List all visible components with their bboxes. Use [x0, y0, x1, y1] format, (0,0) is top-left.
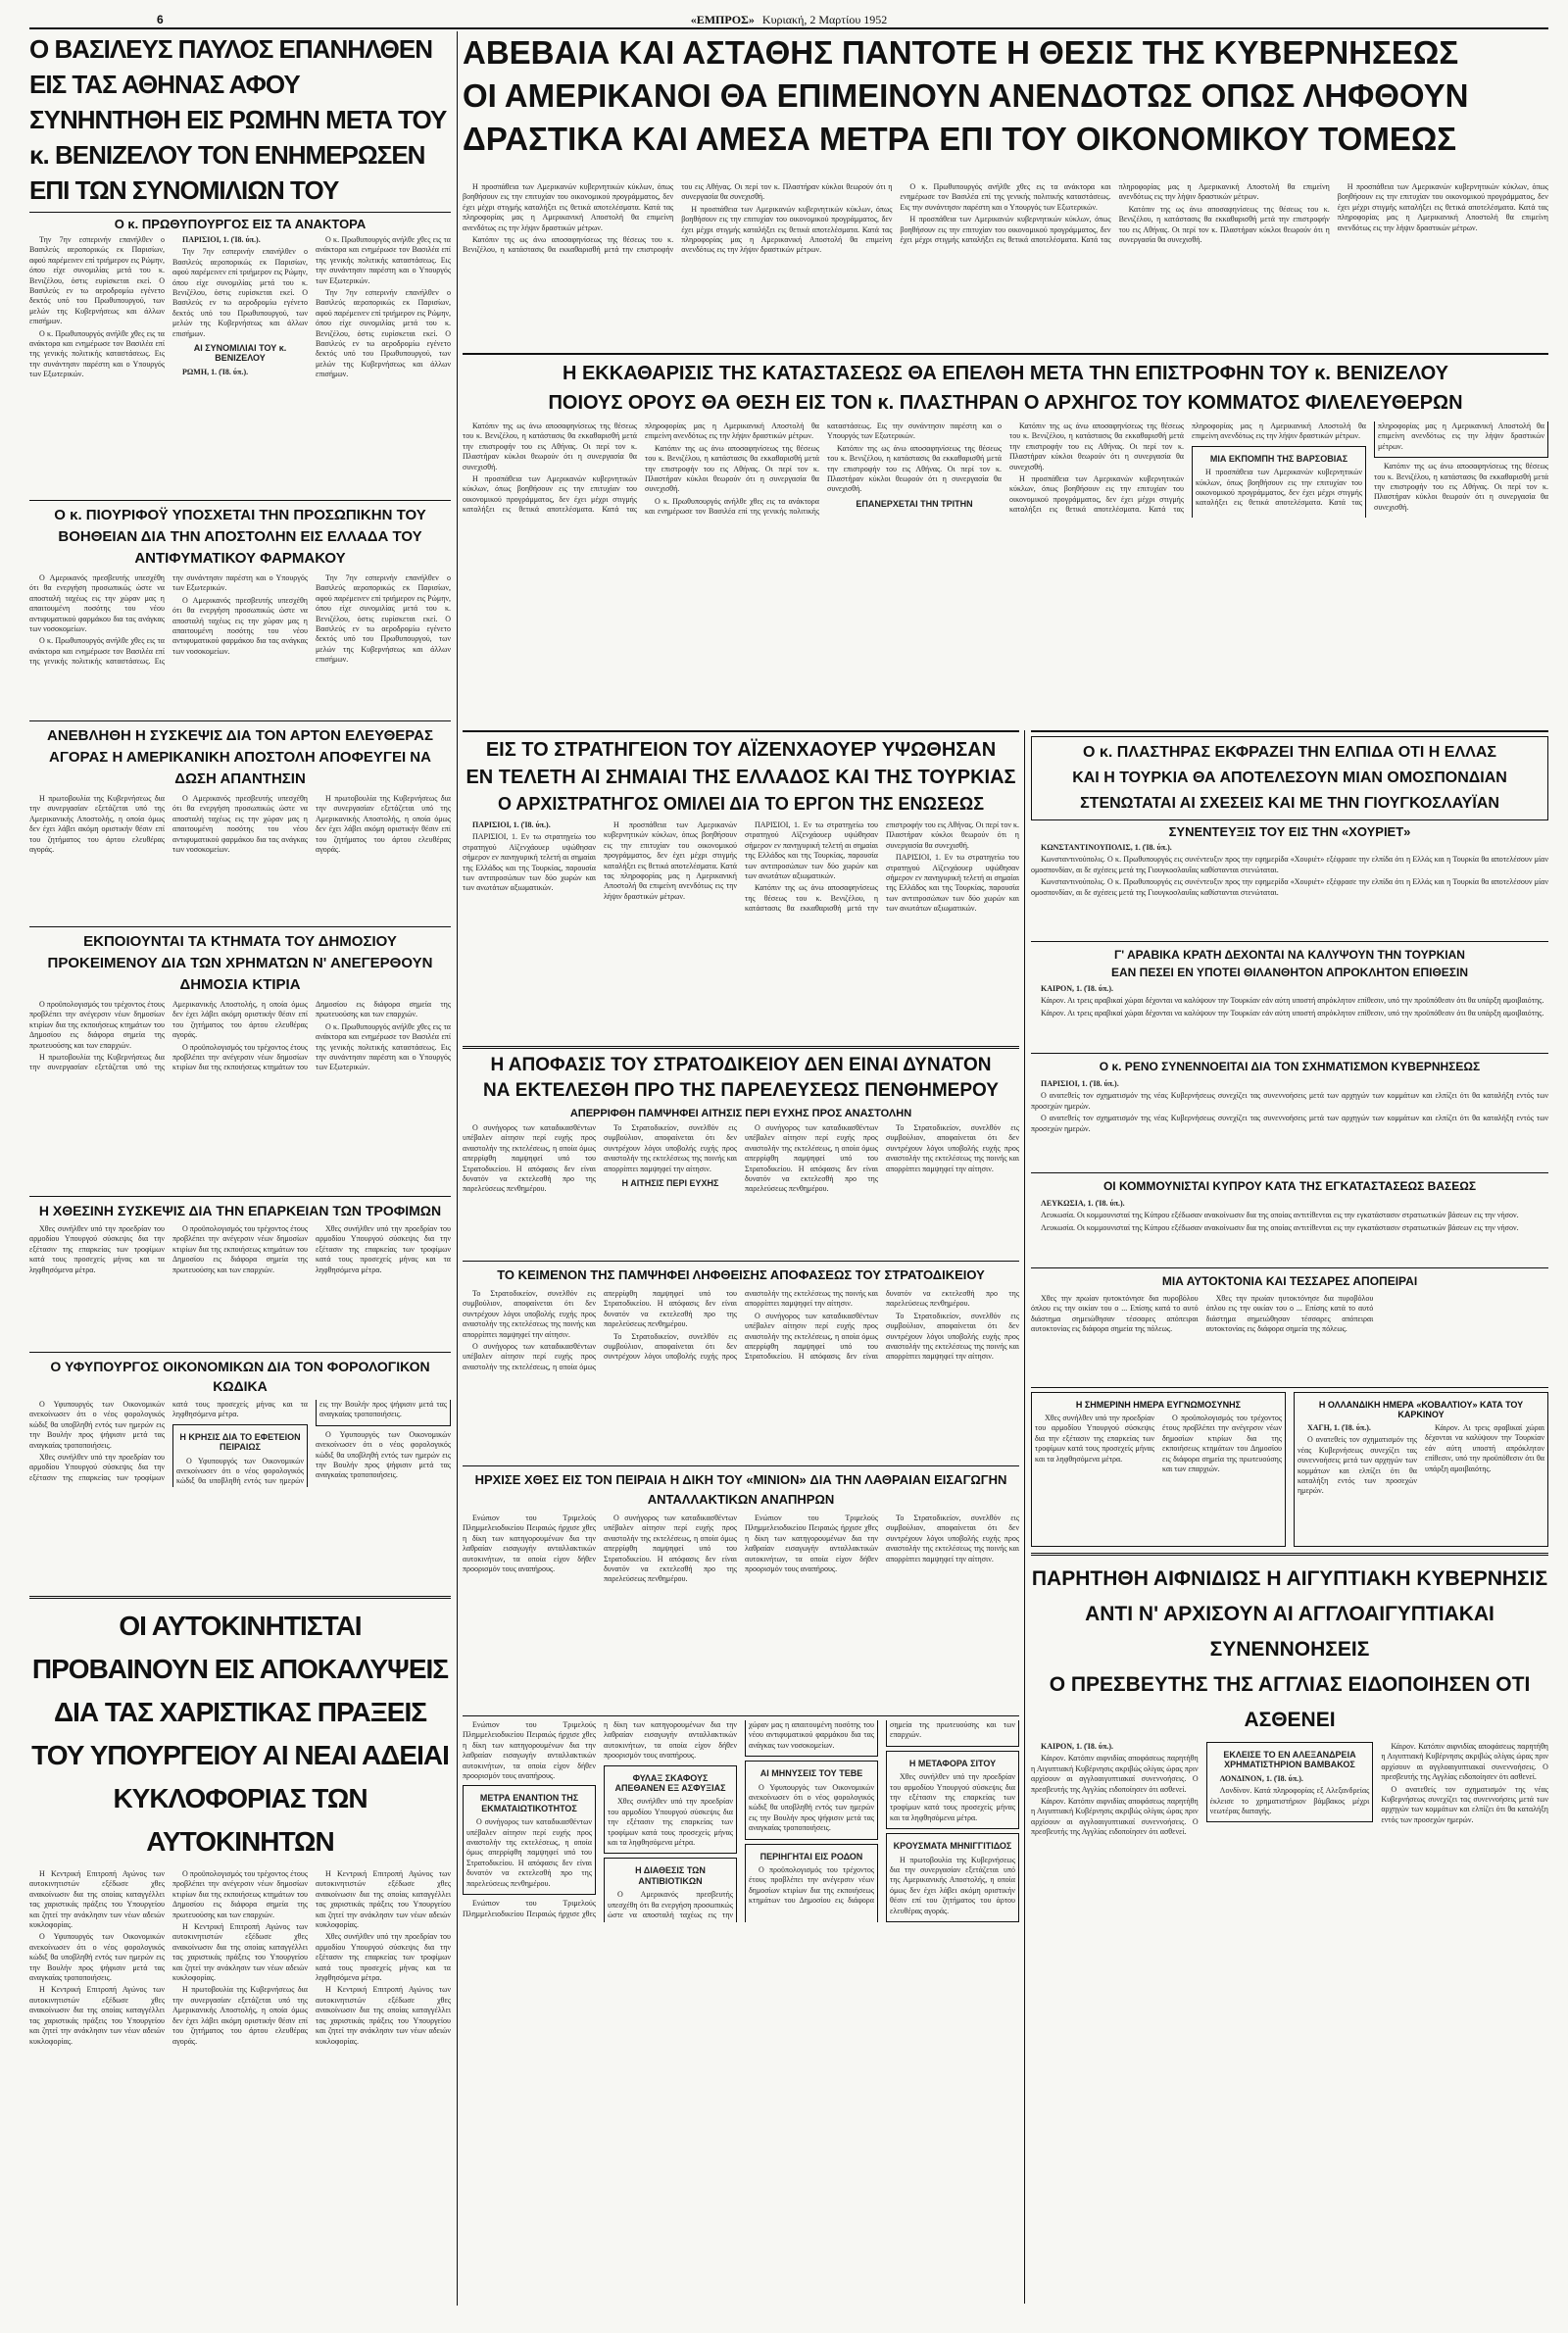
article-paragraph: Κάιρον. Αι τρεις αραβικαί χώραι δέχονται να καλύψουν την Τουρκίαν εάν αύτη υποστή απρόκλητον επίθεσιν, υπό την προϋπόθεσιν ότι θα υπάρξη αμοιβαιότης. — [1425, 1423, 1544, 1473]
text-article — [463, 1289, 1019, 1465]
article-subhead: ΕΠΑΝΕΡΧΕΤΑΙ ΤΗΝ ΤΡΙΤΗΝ — [856, 498, 973, 509]
article-dateline: ΠΑΡΙΣΙΟΙ, 1. (Ί8. ύπ.). — [1041, 1079, 1119, 1088]
egypt-headline-2: ΑΝΤΙ Ν' ΑΡΧΙΣΟΥΝ ΑΙ ΑΓΓΛΟΑΙΓΥΠΤΙΑΚΑΙ ΣΥΝΕΝΝΟΗΣΕΙΣ — [1085, 1603, 1494, 1661]
right-column — [1031, 730, 1548, 2306]
venizelos-article — [463, 422, 1548, 716]
article-paragraph: Το Στρατοδικείον, συνελθόν εις συμβούλιον, αποφαίνεται ότι δεν συντρέχουν λόγοι υποβολής ευχής προς αναστολήν της εκτελέσεως της ποινής και απορρίπτει παμψηφεί την αίτησιν. — [886, 1514, 1019, 1564]
box-heading: Η ΣΗΜΕΡΙΝΗ ΗΜΕΡΑ ΕΥΓΝΩΜΟΣΥΝΗΣ — [1075, 1400, 1242, 1410]
article-paragraph: Η Κεντρική Επιτροπή Αγώνος των αυτοκινητιστών εξέδωσε χθες ανακοίνωσιν δια της οποίας καταγγέλλει τας χαριστικάς πράξεις του Υπουργείου και ζητεί την ανάκλησιν των νέων αδειών κυκλοφορίας. — [29, 1985, 165, 2046]
article-paragraph: Ο Αμερικανός πρεσβευτής υπεσχέθη ότι θα ενεργήση προσωπικώς ώστε να αποσταλή ταχέως εις την χώραν μας η απαιτουμένη ποσότης του νέου αντιφυματικού φαρμάκου δια τας ανάγκας των νοσοκομείων. — [608, 1720, 874, 1920]
banner-line-2: ΟΙ ΑΜΕΡΙΚΑΝΟΙ ΘΑ ΕΠΙΜΕΙΝΟΥΝ ΑΝΕΝΔΟΤΩΣ ΟΠΩΣ ΛΗΦΘΟΥΝ — [463, 77, 1469, 114]
article-paragraph: Η πρωτοβουλία της Κυβερνήσεως δια την συνεργασίαν εξετάζεται υπό της Αμερικανικής Αποστολής, η οποία όμως δεν έχει λάβει ακόμη οριστικήν θέσιν επί του ζητήματος του άρτου ελευθέρας αγοράς. — [29, 794, 165, 855]
article-piurifoy — [29, 573, 451, 720]
box-text — [1035, 1414, 1282, 1474]
article-paragraph: Ο συνήγορος των καταδικασθέντων υπέβαλεν αίτησιν περί ευχής προς αναστολήν της εκτελέσεως, η οποία όμως απερρίφθη παμψηφεί υπό του Στρατοδικείου. Η απόφασις δεν είναι δυνατόν να εκτελεσθή προ της παρελεύσεως πενθημέρου. — [745, 1123, 878, 1194]
article-paragraph: Ο προϋπολογισμός του τρέχοντος έτους προβλέπει την ανέγερσιν νέων δημοσίων κτιρίων δια της εκποιήσεως κτημάτων του Δημοσίου εις διάφορα σημεία της πρωτευούσης και των επαρχιών. — [172, 1224, 308, 1274]
article-paragraph: Ενώπιον του Τριμελούς Πλημμελειοδικείου Πειραιώς ήρχισε χθες η δίκη των κατηγορουμένων δια την λαθραίαν εισαγωγήν ανταλλακτικών αυτοκινήτων, τα οποία είχον δήθεν προορισμόν τους αναπήρους. — [463, 1514, 596, 1574]
article-dateline: ΚΑΙΡΟΝ, 1. (Ί8. ύπ.). — [1041, 984, 1114, 993]
article-paragraph: Κάιρον. Κατόπιν αιφνιδίας αποφάσεως παρητήθη η Αιγυπτιακή Κυβέρνησις ακριβώς ολίγας ώρας πριν αρχίσουν αι αγγλοαιγυπτιακαί συνεννοήσεις. Ο πρεσβευτής της Αγγλίας ειδοποίησεν ότι ασθενεί. — [1381, 1742, 1548, 1782]
headline-drivers: ΟΙ ΑΥΤΟΚΙΝΗΤΙΣΤΑΙ ΠΡΟΒΑΙΝΟΥΝ ΕΙΣ ΑΠΟΚΑΛΥΨΕΙΣ ΔΙΑ ΤΑΣ ΧΑΡΙΣΤΙΚΑΣ ΠΡΑΞΕΙΣ ΤΟΥ ΥΠΟΥΡΓΕΙΟΥ ΑΙ ΝΕΑΙ ΑΔΕΙΑΙ ΚΥΚΛΟΦΟΡΙΑΣ ΤΩΝ ΑΥΤΟΚΙΝΗΤΩΝ — [31, 1611, 449, 1857]
article-subhead: ΑΙ ΣΥΝΟΜΙΛΙΑΙ ΤΟΥ κ. ΒΕΝΙΖΕΛΟΥ — [193, 343, 287, 364]
court-article — [463, 1123, 1019, 1261]
article-paragraph: Ο προϋπολογισμός του τρέχοντος έτους προβλέπει την ανέγερσιν νέων δημοσίων κτιρίων δια της εκποιήσεως κτημάτων του Δημοσίου εις διάφορα σημεία της πρωτευούσης και των επαρχιών. — [172, 1869, 308, 1919]
article-paragraph: Κατόπιν της ως άνω αποσαφηνίσεως της θέσεως του κ. Βενιζέλου, η κατάστασις θα εκκαθαρισθή μετά την επιστροφήν του εις Αθήνας. Οι περί τον κ. Πλαστήραν κύκλοι θεωρούν ότι η συνεργασία θα συνεχισθή. — [463, 422, 637, 472]
newspaper-page — [29, 10, 1548, 2313]
box-heading: ΜΕΤΡΑ ΕΝΑΝΤΙΟΝ ΤΗΣ ΕΚΜΑΤΑΙΩΤΙΚΟΤΗΤΟΣ — [479, 1793, 579, 1813]
article-paragraph: Χθες την πρωίαν ηυτοκτόνησε δια πυροβόλου όπλου εις την οικίαν του ο ... Επίσης κατά το αυτό διάστημα σημειώθησαν τέσσαρες απόπειραι αυτοκτονίας εις διάφορα σημεία της πόλεως. — [1031, 1294, 1199, 1334]
article-paragraph: Η προσπάθεια των Αμερικανών κυβερνητικών κύκλων, όπως βοηθήσουν εις την επιτυχίαν του οικονομικού προγράμματος, δεν έχει μέχρι στιγμής καταλήξει εις θετικά αποτελέσματα. Κατά τας πληροφορίας μας η Αμερικανική Αποστολή θα επιμείνη ανενδότως εις την λήψιν δραστικών μέτρων. — [463, 182, 674, 232]
article-paragraph: Ο συνήγορος των καταδικασθέντων υπέβαλεν αίτησιν περί ευχής προς αναστολήν της εκτελέσεως, η οποία όμως απερρίφθη παμψηφεί υπό του Στρατοδικείου. Η απόφασις δεν είναι δυνατόν να εκτελεσθή προ της παρελεύσεως πενθημέρου. — [463, 1123, 596, 1194]
article-paragraph: Λονδίνον. Κατά πληροφορίας εξ Αλεξανδρείας έκλεισε το χρηματιστήριον βάμβακος μέχρι νεωτέρας διαταγής. — [1209, 1786, 1370, 1816]
article-paragraph: Χθες συνήλθεν υπό την προεδρίαν του αρμοδίου Υπουργού σύσκεψις δια την εξέτασιν της επαρκείας των τροφίμων κατά τους προσεχείς μήνας και τα ληφθησόμενα μέτρα. — [1035, 1414, 1154, 1464]
article-paragraph: Ο κ. Πρωθυπουργός ανήλθε χθες εις τα ανάκτορα και ενημέρωσε τον Βασιλέα επί της γενικής πολιτικής καταστάσεως. Εις την συνάντησιν παρέστη και ο Υπουργός των Εξωτερικών. — [645, 422, 1002, 517]
article-paragraph: Ο Υφυπουργός των Οικονομικών ανεκοίνωσεν ότι ο νέος φορολογικός κώδιξ θα υποβληθή εντός των ημερών εις την Βουλήν προς ψήφισιν μετά τας αναγκαίας τροποποιήσεις. — [29, 1932, 165, 1983]
article-paragraph: Κάιρον. Κατόπιν αιφνιδίας αποφάσεως παρητήθη η Αιγυπτιακή Κυβέρνησις ακριβώς ολίγας ώρας πριν αρχίσουν αι αγγλοαιγυπτιακαί συνεννοήσεις. Ο πρεσβευτής της Αγγλίας ειδοποίησεν ότι ασθενεί. — [1031, 1754, 1199, 1794]
box-heading: ΑΙ ΜΗΝΥΣΕΙΣ ΤΟΥ ΤΕΒΕ — [760, 1768, 863, 1779]
article-paragraph: Το Στρατοδικείον, συνελθόν εις συμβούλιον, αποφαίνεται ότι δεν συντρέχουν λόγοι υποβολής ευχής προς αναστολήν της εκτελέσεως της ποινής και απορρίπτει παμψηφεί την αίτησιν. — [604, 1123, 737, 1173]
article-paragraph: Ο Αμερικανός πρεσβευτής υπεσχέθη ότι θα ενεργήση προσωπικώς ώστε να αποσταλή ταχέως εις την χώραν μας η απαιτουμένη ποσότης του νέου αντιφυματικού φαρμάκου δια τας ανάγκας των νοσοκομείων. — [172, 595, 308, 656]
article-paragraph: Η προσπάθεια των Αμερικανών κυβερνητικών κύκλων, όπως βοηθήσουν εις την επιτυχίαν του οικονομικού προγράμματος, δεν έχει μέχρι στιγμής καταλήξει εις θετικά αποτελέσματα. Κατά τας πληροφορίας μας η Αμερικανική Αποστολή θα επιμείνη ανενδότως εις την λήψιν δραστικών μέτρων. — [463, 422, 819, 515]
venizelos-headline-2: ΠΟΙΟΥΣ ΟΡΟΥΣ ΘΑ ΘΕΣΗ ΕΙΣ ΤΟΝ κ. ΠΛΑΣΤΗΡΑΝ Ο ΑΡΧΗΓΟΣ ΤΟΥ ΚΟΜΜΑΤΟΣ ΦΙΛΕΛΕΥΘΕΡΩΝ — [548, 392, 1463, 414]
cyprus-headline: ΟΙ ΚΟΜΜΟΥΝΙΣΤΑΙ ΚΥΠΡΟΥ ΚΑΤΑ ΤΗΣ ΕΓΚΑΤΑΣΤΑΣΕΩΣ ΒΑΣΕΩΣ — [1102, 1179, 1477, 1193]
plastiras-headline-box — [1031, 736, 1548, 820]
article-paragraph: Ο προϋπολογισμός του τρέχοντος έτους προβλέπει την ανέγερσιν νέων δημοσίων κτιρίων δια της εκποιήσεως κτημάτων του Δημοσίου εις διάφορα σημεία της πρωτευούσης και των επαρχιών. — [1162, 1414, 1282, 1474]
article-paragraph: Η Κεντρική Επιτροπή Αγώνος των αυτοκινητιστών εξέδωσε χθες ανακοίνωσιν δια της οποίας καταγγέλλει τας χαριστικάς πράξεις του Υπουργείου και ζητεί την ανάκλησιν των νέων αδειών κυκλοφορίας. — [172, 1922, 308, 1983]
article-paragraph: Κατόπιν της ως άνω αποσαφηνίσεως της θέσεως του κ. Βενιζέλου, η κατάστασις θα εκκαθαρισθή μετά την επιστροφήν του εις Αθήνας. Οι περί τον κ. Πλαστήραν κύκλοι θεωρούν ότι η συνεργασία θα συνεχισθή. — [827, 443, 1002, 494]
article-paragraph: Κατόπιν της ως άνω αποσαφηνίσεως της θέσεως του κ. Βενιζέλου, η κατάστασις θα εκκαθαρισθή μετά την επιστροφήν του εις Αθήνας. Οι περί τον κ. Πλαστήραν κύκλοι θεωρούν ότι η συνεργασία θα συνεχισθή. — [1118, 204, 1330, 245]
article-paragraph: Κατόπιν της ως άνω αποσαφηνίσεως της θέσεως του κ. Βενιζέλου, η κατάστασις θα εκκαθαρισθή μετά την επιστροφήν του εις Αθήνας. Οι περί τον κ. Πλαστήραν κύκλοι θεωρούν ότι η συνεργασία θα συνεχισθή. — [645, 443, 819, 494]
headline-bread: ΑΝΕΒΛΗΘΗ Η ΣΥΣΚΕΨΙΣ ΔΙΑ ΤΟΝ ΑΡΤΟΝ ΕΛΕΥΘΕΡΑΣ ΑΓΟΡΑΣ Η ΑΜΕΡΙΚΑΝΙΚΗ ΑΠΟΣΤΟΛΗ ΑΠΟΦΕΥΓΕΙ ΝΑ ΔΩΣΗ ΑΠΑΝΤΗΣΙΝ — [47, 727, 433, 787]
article-paragraph: Η Κεντρική Επιτροπή Αγώνος των αυτοκινητιστών εξέδωσε χθες ανακοίνωσιν δια της οποίας καταγγέλλει τας χαριστικάς πράξεις του Υπουργείου και ζητεί την ανάκλησιν των νέων αδειών κυκλοφορίας. — [29, 1869, 165, 1930]
folio-bar — [29, 10, 1548, 29]
minion-headline: ΗΡΧΙΣΕ ΧΘΕΣ ΕΙΣ ΤΟΝ ΠΕΙΡΑΙΑ Η ΔΙΚΗ ΤΟΥ «MINION» ΔΙΑ ΤΗΝ ΛΑΘΡΑΙΑΝ ΕΙΣΑΓΩΓΗΝ ΑΝΤΑΛΛΑΚΤΙΚΩΝ ΑΝΑΠΗΡΩΝ — [474, 1472, 1007, 1507]
article-dateline: ΠΑΡΙΣΙΟΙ, 1. (Ί8. ύπ.). — [472, 820, 551, 829]
article-paragraph: Χθες συνήλθεν υπό την προεδρίαν του αρμοδίου Υπουργού σύσκεψις δια την εξέτασιν της επαρκείας των τροφίμων κατά τους προσεχείς μήνας και τα ληφθησόμενα μέτρα. — [890, 1772, 1015, 1822]
venizelos-headline-1: Η ΕΚΚΑΘΑΡΙΣΙΣ ΤΗΣ ΚΑΤΑΣΤΑΣΕΩΣ ΘΑ ΕΠΕΛΘΗ ΜΕΤΑ ΤΗΝ ΕΠΙΣΤΡΟΦΗΝ ΤΟΥ κ. ΒΕΝΙΖΕΛΟΥ — [562, 363, 1449, 384]
box-kroysmata — [886, 1833, 1019, 1922]
article-paragraph: Η προσπάθεια των Αμερικανών κυβερνητικών κύκλων, όπως βοηθήσουν εις την επιτυχίαν του οικονομικού προγράμματος, δεν έχει μέχρι στιγμής καταλήξει εις θετικά αποτελέσματα. Κατά τας πληροφορίας μας η Αμερικανική Αποστολή θα επιμείνη ανενδότως εις την λήψιν δραστικών μέτρων. — [681, 204, 893, 255]
article-paragraph: ΠΑΡΙΣΙΟΙ, 1. Εν τω στρατηγείω του στρατηγού Αϊζενχάουερ υψώθησαν σήμερον εν πανηγυρική τελετή αι σημαίαι της Ελλάδος και της Τουρκίας, παρουσία των αντιπροσώπων των δύο χωρών και των ανωτάτων αξιωματικών. — [463, 832, 596, 893]
article-paragraph: Ενώπιον του Τριμελούς Πλημμελειοδικείου Πειραιώς ήρχισε χθες η δίκη των κατηγορουμένων δια την λαθραίαν εισαγωγήν ανταλλακτικών αυτοκινήτων, τα οποία είχον δήθεν προορισμόν τους αναπήρους. — [463, 1720, 596, 1781]
arab-article — [1031, 984, 1548, 1053]
article-paragraph: Η Κεντρική Επιτροπή Αγώνος των αυτοκινητιστών εξέδωσε χθες ανακοίνωσιν δια της οποίας καταγγέλλει τας χαριστικάς πράξεις του Υπουργείου και ζητεί την ανάκλησιν των νέων αδειών κυκλοφορίας. — [316, 1985, 451, 2046]
plastiras-headline-3: ΣΤΕΝΩΤΑΤΑΙ ΑΙ ΣΧΕΣΕΙΣ ΚΑΙ ΜΕ ΤΗΝ ΓΙΟΥΓΚΟΣΛΑΥΪΑΝ — [1080, 795, 1499, 812]
box-heading: ΜΙΑ ΕΚΠΟΜΠΗ ΤΗΣ ΒΑΡΣΟΒΙΑΣ — [1209, 453, 1348, 464]
article-paragraph: Ενώπιον του Τριμελούς Πλημμελειοδικείου Πειραιώς ήρχισε χθες η δίκη των κατηγορουμένων δια την λαθραίαν εισαγωγήν ανταλλακτικών αυτοκινήτων, τα οποία είχον δήθεν προορισμόν τους αναπήρους. — [463, 1720, 737, 1918]
pinay-article — [1031, 1079, 1548, 1172]
article-dateline: ΛΟΝΔΙΝΟΝ, 1. (Ί8. ύπ.). — [1219, 1773, 1303, 1783]
article-paragraph: Ο κ. Πρωθυπουργός ανήλθε χθες εις τα ανάκτορα και ενημέρωσε τον Βασιλέα επί της γενικής πολιτικής καταστάσεως. Εις την συνάντησιν παρέστη και ο Υπουργός των Εξωτερικών. — [316, 1021, 451, 1072]
article-paragraph: ΠΑΡΙΣΙΟΙ, 1. Εν τω στρατηγείω του στρατηγού Αϊζενχάουερ υψώθησαν σήμερον εν πανηγυρική τελετή αι σημαίαι της Ελλάδος και της Τουρκίας, παρουσία των αντιπροσώπων των δύο χωρών και των ανωτάτων αξιωματικών. — [886, 853, 1019, 914]
article-paragraph: Ο Αμερικανός πρεσβευτής υπεσχέθη ότι θα ενεργήση προσωπικώς ώστε να αποσταλή ταχέως εις την χώραν μας η απαιτουμένη ποσότης του νέου αντιφυματικού φαρμάκου δια τας ανάγκας των νοσοκομείων. — [29, 573, 165, 634]
article-paragraph: Ο συνήγορος των καταδικασθέντων υπέβαλεν αίτησιν περί ευχής προς αναστολήν της εκτελέσεως, η οποία όμως απερρίφθη παμψηφεί υπό του Στρατοδικείου. Η απόφασις δεν είναι δυνατόν να εκτελεσθή προ της παρελεύσεως πενθημέρου. — [466, 1817, 592, 1888]
article-subhead: Η ΑΙΤΗΣΙΣ ΠΕΡΙ ΕΥΧΗΣ — [621, 1178, 719, 1189]
article-paragraph: Ο Υφυπουργός των Οικονομικών ανεκοίνωσεν ότι ο νέος φορολογικός κώδιξ θα υποβληθή εντός των ημερών εις την Βουλήν προς ψήφισιν μετά τας αναγκαίας τροποποιήσεις. — [176, 1400, 447, 1486]
eisen-article — [463, 820, 1019, 1046]
center-boxes — [463, 1715, 1019, 2305]
article-paragraph: Λευκωσία. Οι κομμουνισταί της Κύπρου εξέδωσαν ανακοίνωσιν δια της οποίας αντιτίθενται εις την εγκατάστασιν στρατιωτικών βάσεων εις την νήσον. — [1041, 1211, 1519, 1220]
plastiras-subhead: ΣΥΝΕΝΤΕΥΞΙΣ ΤΟΥ ΕΙΣ ΤΗΝ «ΧΟΥΡΙΕΤ» — [1168, 824, 1411, 839]
headline-piurifoy: Ο κ. ΠΙΟΥΡΙΦΟΫ ΥΠΟΣΧΕΤΑΙ ΤΗΝ ΠΡΟΣΩΠΙΚΗΝ ΤΟΥ ΒΟΗΘΕΙΑΝ ΔΙΑ ΤΗΝ ΑΠΟΣΤΟΛΗΝ ΕΙΣ ΕΛΛΑΔΑ ΤΟΥ ΑΝΤΙΦΥΜΑΤΙΚΟΥ ΦΑΡΜΑΚΟΥ — [54, 507, 426, 567]
article-paragraph: Κωνσταντινούπολις. Ο κ. Πρωθυπουργός εις συνέντευξιν προς την εφημερίδα «Χουριέτ» εξέφρασε την ελπίδα ότι η Ελλάς και η Τουρκία θα αποτελέσουν μίαν ομοσπονδίαν, αι δε σχέσεις μετά της Γιουγκοσλαυΐας καθίστανται στενώταται. — [1031, 877, 1548, 897]
article-paragraph: Η πρωτοβουλία της Κυβερνήσεως δια την συνεργασίαν εξετάζεται υπό της Αμερικανικής Αποστολής, η οποία όμως δεν έχει λάβει ακόμη οριστικήν θέσιν επί του ζητήματος του άρτου ελευθέρας αγοράς. — [890, 1855, 1015, 1915]
article-paragraph: Χθες την πρωίαν ηυτοκτόνησε δια πυροβόλου όπλου εις την οικίαν του ο ... Επίσης κατά το αυτό διάστημα σημειώθησαν τέσσαρες απόπειραι αυτοκτονίας εις διάφορα σημεία της πόλεως. — [1205, 1294, 1374, 1334]
article-paragraph: Κατόπιν της ως άνω αποσαφηνίσεως της θέσεως του κ. Βενιζέλου, η κατάστασις θα εκκαθαρισθή μετά την επιστροφήν του εις Αθήνας. Οι περί τον κ. Πλαστήραν κύκλοι θεωρούν ότι η συνεργασία θα συνεχισθή. — [745, 820, 1019, 914]
article-bread — [29, 794, 451, 926]
article-paragraph: Ενώπιον του Τριμελούς Πλημμελειοδικείου Πειραιώς ήρχισε χθες η δίκη των κατηγορουμένων δια την λαθραίαν εισαγωγήν ανταλλακτικών αυτοκινήτων, τα οποία είχον δήθεν προορισμόν τους αναπήρους. — [745, 1514, 878, 1574]
article-drivers — [29, 1869, 451, 2281]
article-paragraph: Ο Αμερικανός πρεσβευτής υπεσχέθη ότι θα ενεργήση προσωπικώς ώστε να αποσταλή ταχέως εις την χώραν μας η απαιτουμένη ποσότης του νέου αντιφυματικού φαρμάκου δια τας ανάγκας των νοσοκομείων. — [172, 794, 308, 855]
egypt-headline-3: Ο ΠΡΕΣΒΕΥΤΗΣ ΤΗΣ ΑΓΓΛΙΑΣ ΕΙΔΟΠΟΙΗΣΕΝ ΟΤΙ ΑΣΘΕΝΕΙ — [1049, 1673, 1531, 1731]
issue-date: Κυριακή, 2 Μαρτίου 1952 — [761, 13, 888, 26]
box-alex — [1206, 1742, 1374, 1822]
egypt-article — [1031, 1742, 1548, 1967]
article-paragraph: Κατόπιν της ως άνω αποσαφηνίσεως της θέσεως του κ. Βενιζέλου, η κατάστασις θα εκκαθαρισθή μετά την επιστροφήν του εις Αθήνας. Οι περί τον κ. Πλαστήραν κύκλοι θεωρούν ότι η συνεργασία θα συνεχισθή. — [463, 182, 893, 255]
article-paragraph: Η προσπάθεια των Αμερικανών κυβερνητικών κύκλων, όπως βοηθήσουν εις την επιτυχίαν του οικονομικού προγράμματος, δεν έχει μέχρι στιγμής καταλήξει εις θετικά αποτελέσματα. Κατά τας πληροφορίας μας η Αμερικανική Αποστολή θα επιμείνη ανενδότως εις την λήψιν δραστικών μέτρων. — [1337, 182, 1548, 232]
headline-estates: ΕΚΠΟΙΟΥΝΤΑΙ ΤΑ ΚΤΗΜΑΤΑ ΤΟΥ ΔΗΜΟΣΙΟΥ ΠΡΟΚΕΙΜΕΝΟΥ ΔΙΑ ΤΩΝ ΧΡΗΜΑΤΩΝ Ν' ΑΝΕΓΕΡΘΟΥΝ ΔΗΜΟΣΙΑ ΚΤΙΡΙΑ — [47, 933, 433, 993]
article-paragraph: Η προσπάθεια των Αμερικανών κυβερνητικών κύκλων, όπως βοηθήσουν εις την επιτυχίαν του οικονομικού προγράμματος, δεν έχει μέχρι στιγμής καταλήξει εις θετικά αποτελέσματα. Κατά τας πληροφορίας μας η Αμερικανική Αποστολή θα επιμείνη ανενδότως εις την λήψιν δραστικών μέτρων. — [1009, 422, 1366, 515]
article-paragraph: Ο κ. Πρωθυπουργός ανήλθε χθες εις τα ανάκτορα και ενημέρωσε τον Βασιλέα επί της γενικής πολιτικής καταστάσεως. Εις την συνάντησιν παρέστη και ο Υπουργός των Εξωτερικών. — [29, 573, 308, 667]
suicide-article — [1031, 1294, 1548, 1387]
article-tax — [29, 1400, 451, 1596]
box-heading: ΚΡΟΥΣΜΑΤΑ ΜΗΝΙΓΓΙΤΙΔΟΣ — [893, 1841, 1012, 1852]
article-paragraph: Κάιρον. Αι τρεις αραβικαί χώραι δέχονται να καλύψουν την Τουρκίαν εάν αύτη υποστή απρόκλητον επίθεσιν, υπό την προϋπόθεσιν ότι θα υπάρξη αμοιβαιότης. — [1041, 1008, 1544, 1018]
text-headline: ΤΟ ΚΕΙΜΕΝΟΝ ΤΗΣ ΠΑΜΨΗΦΕΙ ΛΗΦΘΕΙΣΗΣ ΑΠΟΦΑΣΕΩΣ ΤΟΥ ΣΤΡΑΤΟΔΙΚΕΙΟΥ — [497, 1267, 985, 1282]
article-paragraph: Η πρωτοβουλία της Κυβερνήσεως δια την συνεργασίαν εξετάζεται υπό της Αμερικανικής Αποστολής, η οποία όμως δεν έχει λάβει ακόμη οριστικήν θέσιν επί του ζητήματος του άρτου ελευθέρας αγοράς. — [316, 794, 451, 855]
article-paragraph: Κάιρον. Κατόπιν αιφνιδίας αποφάσεως παρητήθη η Αιγυπτιακή Κυβέρνησις ακριβώς ολίγας ώρας πριν αρχίσουν αι αγγλοαιγυπτιακαί συνεννοήσεις. Ο πρεσβευτής της Αγγλίας ειδοποίησεν ότι ασθενεί. — [1031, 1797, 1199, 1837]
article-paragraph: Ο Υφυπουργός των Οικονομικών ανεκοίνωσεν ότι ο νέος φορολογικός κώδιξ θα υποβληθή εντός των ημερών εις την Βουλήν προς ψήφισιν μετά τας αναγκαίας τροποποιήσεις. — [29, 1400, 165, 1450]
box-minyseis — [745, 1761, 878, 1839]
lead-headline: Ο ΒΑΣΙΛΕΥΣ ΠΑΥΛΟΣ ΕΠΑΝΗΛΘΕΝ ΕΙΣ ΤΑΣ ΑΘΗΝΑΣ ΑΦΟΥ ΣΥΝΗΝΤΗΘΗ ΕΙΣ ΡΩΜΗΝ ΜΕΤΑ ΤΟΥ κ. ΒΕΝΙΖΕΛΟΥ ΤΟΝ ΕΝΗΜΕΡΩΣΕΝ ΕΠΙ ΤΩΝ ΣΥΝΟΜΙΛΙΩΝ ΤΟΥ — [29, 31, 451, 213]
box-eyt — [1031, 1392, 1286, 1547]
article-paragraph: Το Στρατοδικείον, συνελθόν εις συμβούλιον, αποφαίνεται ότι δεν συντρέχουν λόγοι υποβολής ευχής προς αναστολήν της εκτελέσεως της ποινής και απορρίπτει παμψηφεί την αίτησιν. — [604, 1289, 878, 1362]
headline-food: Η ΧΘΕΣΙΝΗ ΣΥΣΚΕΨΙΣ ΔΙΑ ΤΗΝ ΕΠΑΡΚΕΙΑΝ ΤΩΝ ΤΡΟΦΙΜΩΝ — [38, 1203, 442, 1218]
article-paragraph: Το Στρατοδικείον, συνελθόν εις συμβούλιον, αποφαίνεται ότι δεν συντρέχουν λόγοι υποβολής ευχής προς αναστολήν της εκτελέσεως της ποινής και απορρίπτει παμψηφεί την αίτησιν. — [886, 1123, 1019, 1173]
article-paragraph: Ο ανατεθείς τον σχηματισμόν της νέας Κυβερνήσεως συνεχίζει τας συνεννοήσεις μετά των αρχηγών των κομμάτων και ελπίζει ότι θα καταλήξη εντός των προσεχών ημερών. — [1031, 1091, 1548, 1111]
box-heading: Η ΜΕΤΑΦΟΡΑ ΣΙΤΟΥ — [908, 1758, 997, 1768]
boxes-columns — [463, 1720, 1019, 2299]
venizelos-story — [463, 353, 1548, 727]
article-paragraph: Ο Υφυπουργός των Οικονομικών ανεκοίνωσεν ότι ο νέος φορολογικός κώδιξ θα υποβληθή εντός των ημερών εις την Βουλήν προς ψήφισιν μετά τας αναγκαίας τροποποιήσεις. — [749, 1782, 874, 1833]
article-paragraph: Ο Υφυπουργός των Οικονομικών ανεκοίνωσεν ότι ο νέος φορολογικός κώδιξ θα υποβληθή εντός των ημερών εις την Βουλήν προς ψήφισιν μετά τας αναγκαίας τροποποιήσεις. — [316, 1429, 451, 1480]
box-heading: Η ΔΙΑΘΕΣΙΣ ΤΩΝ ΑΝΤΙΒΙΟΤΙΚΩΝ — [635, 1865, 706, 1886]
pinay-headline: Ο κ. ΡΕΝΟ ΣΥΝΕΝΝΟΕΙΤΑΙ ΔΙΑ ΤΟΝ ΣΧΗΜΑΤΙΣΜΟΝ ΚΥΒΕΡΝΗΣΕΩΣ — [1099, 1060, 1481, 1073]
main-banner — [463, 31, 1548, 178]
box-heading: ΦΥΛΑΞ ΣΚΑΦΟΥΣ ΑΠΕΘΑΝΕΝ ΕΞ ΑΣΦΥΞΙΑΣ — [614, 1772, 726, 1794]
box-text — [1298, 1423, 1544, 1497]
article-paragraph: Κατόπιν της ως άνω αποσαφηνίσεως της θέσεως του κ. Βενιζέλου, η κατάστασις θα εκκαθαρισθή μετά την επιστροφήν του εις Αθήνας. Οι περί τον κ. Πλαστήραν κύκλοι θεωρούν ότι η συνεργασία θα συνεχισθή. — [1009, 422, 1184, 472]
article-dateline: ΚΩΝΣΤΑΝΤΙΝΟΥΠΟΛΙΣ, 1. (Ί8. ύπ.). — [1041, 843, 1172, 852]
article-paragraph: Ο προϋπολογισμός του τρέχοντος έτους προβλέπει την ανέγερσιν νέων δημοσίων κτιρίων δια της εκποιήσεως κτημάτων του Δημοσίου εις διάφορα σημεία της πρωτευούσης και των επαρχιών. — [172, 1000, 451, 1072]
court-subhead: ΑΠΕΡΡΙΦΘΗ ΠΑΜΨΗΦΕΙ ΑΙΤΗΣΙΣ ΠΕΡΙ ΕΥΧΗΣ ΠΡΟΣ ΑΝΑΣΤΟΛΗΝ — [569, 1108, 912, 1119]
article-paragraph: Ο ανατεθείς τον σχηματισμόν της νέας Κυβερνήσεως συνεχίζει τας συνεννοήσεις μετά των αρχηγών των κομμάτων και ελπίζει ότι θα καταλήξη εντός των προσεχών ημερών. — [1031, 1114, 1548, 1133]
article-paragraph: Κάιρον. Αι τρεις αραβικαί χώραι δέχονται να καλύψουν την Τουρκίαν εάν αύτη υποστή απρόκλητον επίθεσιν, υπό την προϋπόθεσιν ότι θα υπάρξη αμοιβαιότης. — [1041, 996, 1544, 1006]
box-holland — [1294, 1392, 1548, 1547]
article-paragraph: Η προσπάθεια των Αμερικανών κυβερνητικών κύκλων, όπως βοηθήσουν εις την επιτυχίαν του οικονομικού προγράμματος, δεν έχει μέχρι στιγμής καταλήξει εις θετικά αποτελέσματα. Κατά τας πληροφορίας μας η Αμερικανική Αποστολή θα επιμείνη ανενδότως εις την λήψιν δραστικών μέτρων. — [1196, 422, 1544, 508]
lead-subhead: Ο κ. ΠΡΩΘΥΠΟΥΡΓΟΣ ΕΙΣ ΤΑ ΑΝΑΚΤΟΡΑ — [114, 217, 367, 231]
article-paragraph: Η προσπάθεια των Αμερικανών κυβερνητικών κύκλων, όπως βοηθήσουν εις την επιτυχίαν του οικονομικού προγράμματος, δεν έχει μέχρι στιγμής καταλήξει εις θετικά αποτελέσματα. Κατά τας πληροφορίας μας η Αμερικανική Αποστολή θα επιμείνη ανενδότως εις την λήψιν δραστικών μέτρων. — [604, 820, 737, 901]
article-paragraph: Ο προϋπολογισμός του τρέχοντος έτους προβλέπει την ανέγερσιν νέων δημοσίων κτιρίων δια της εκποιήσεως κτημάτων του Δημοσίου εις διάφορα σημεία της πρωτευούσης και των επαρχιών. — [29, 1000, 165, 1050]
article-paragraph: Η προσπάθεια των Αμερικανών κυβερνητικών κύκλων, όπως βοηθήσουν εις την επιτυχίαν του οικονομικού προγράμματος, δεν έχει μέχρι στιγμής καταλήξει εις θετικά αποτελέσματα. Κατά τας πληροφορίας μας η Αμερικανική Αποστολή θα επιμείνη ανενδότως εις την λήψιν δραστικών μέτρων. — [900, 182, 1330, 245]
center-column — [463, 730, 1019, 1713]
article-food — [29, 1224, 451, 1352]
banner-line-1: ΑΒΕΒΑΙΑ ΚΑΙ ΑΣΤΑΘΗΣ ΠΑΝΤΟΤΕ Η ΘΕΣΙΣ ΤΗΣ ΚΥΒΕΡΝΗΣΕΩΣ — [463, 34, 1459, 71]
court-headline-1: Η ΑΠΟΦΑΣΙΣ ΤΟΥ ΣΤΡΑΤΟΔΙΚΕΙΟΥ ΔΕΝ ΕΙΝΑΙ ΔΥΝΑΤΟΝ — [490, 1055, 992, 1075]
article-dateline: ΧΑΓΗ, 1. (Ί8. ύπ.). — [1307, 1423, 1371, 1432]
box-heading: Η ΚΡΗΣΙΣ ΔΙΑ ΤΟ ΕΦΕΤΕΙΟΝ ΠΕΙΡΑΙΩΣ — [179, 1431, 301, 1453]
article-paragraph: Την 7ην εσπερινήν επανήλθεν ο Βασιλεύς αεροπορικώς εκ Παρισίων, αφού παρέμεινεν επί τριήμερον εις Ρώμην, όπου είχε συνομιλίας μετά του κ. Βενιζέλου, όστις ευρίσκεται εκεί. Ο Βασιλεύς εν τω αεροδρομίω εγένετο δεκτός υπό του Πρωθυπουργού, των μελών της Κυβερνήσεως και άλλων επισήμων. — [172, 247, 308, 338]
box-metafora — [886, 1751, 1019, 1829]
article-paragraph: Χθες συνήλθεν υπό την προεδρίαν του αρμοδίου Υπουργού σύσκεψις δια την εξέτασιν της επαρκείας των τροφίμων κατά τους προσεχείς μήνας και τα ληφθησόμενα μέτρα. — [316, 1932, 451, 1983]
article-paragraph: Χθες συνήλθεν υπό την προεδρίαν του αρμοδίου Υπουργού σύσκεψις δια την εξέτασιν της επαρκείας των τροφίμων κατά τους προσεχείς μήνας και τα ληφθησόμενα μέτρα. — [608, 1797, 733, 1848]
plastiras-article — [1031, 843, 1548, 941]
article-paragraph: Ο συνήγορος των καταδικασθέντων υπέβαλεν αίτησιν περί ευχής προς αναστολήν της εκτελέσεως, η οποία όμως απερρίφθη παμψηφεί υπό του Στρατοδικείου. Η απόφασις δεν είναι δυνατόν να εκτελεσθή προ της παρελεύσεως πενθημέρου. — [463, 1289, 737, 1371]
article-paragraph: Ο ανατεθείς τον σχηματισμόν της νέας Κυβερνήσεως συνεχίζει τας συνεννοήσεις μετά των αρχηγών των κομμάτων και ελπίζει ότι θα καταλήξη εντός των προσεχών ημερών. — [1298, 1435, 1417, 1496]
box-fylax — [604, 1765, 737, 1855]
headline-tax: Ο ΥΦΥΠΟΥΡΓΟΣ ΟΙΚΟΝΟΜΙΚΩΝ ΔΙΑ ΤΟΝ ΦΟΡΟΛΟΓΙΚΟΝ ΚΩΔΙΚΑ — [50, 1359, 430, 1394]
article-paragraph: Χθες συνήλθεν υπό την προεδρίαν του αρμοδίου Υπουργού σύσκεψις δια την εξέτασιν της επαρκείας των τροφίμων κατά τους προσεχείς μήνας και τα ληφθησόμενα μέτρα. — [29, 1400, 308, 1482]
eisen-headline-3: Ο ΑΡΧΙΣΤΡΑΤΗΓΟΣ ΟΜΙΛΕΙ ΔΙΑ ΤΟ ΕΡΓΟΝ ΤΗΣ ΕΝΩΣΕΩΣ — [498, 794, 984, 814]
article-paragraph: Η Κεντρική Επιτροπή Αγώνος των αυτοκινητιστών εξέδωσε χθες ανακοίνωσιν δια της οποίας καταγγέλλει τας χαριστικάς πράξεις του Υπουργείου και ζητεί την ανάκλησιν των νέων αδειών κυκλοφορίας. — [316, 1869, 451, 1930]
eisen-headline-2: ΕΝ ΤΕΛΕΤΗ ΑΙ ΣΗΜΑΙΑΙ ΤΗΣ ΕΛΛΑΔΟΣ ΚΑΙ ΤΗΣ ΤΟΥΡΚΙΑΣ — [466, 767, 1016, 788]
article-paragraph: Λευκωσία. Οι κομμουνισταί της Κύπρου εξέδωσαν ανακοίνωσιν δια της οποίας αντιτίθενται εις την εγκατάστασιν στρατιωτικών βάσεων εις την νήσον. — [1041, 1222, 1519, 1232]
box-heading: ΠΕΡΙΗΓΗΤΑΙ ΕΙΣ ΡΟΔΟΝ — [760, 1851, 863, 1861]
article-paragraph: Κατόπιν της ως άνω αποσαφηνίσεως της θέσεως του κ. Βενιζέλου, η κατάστασις θα εκκαθαρισθή μετά την επιστροφήν του εις Αθήνας. Οι περί τον κ. Πλαστήραν κύκλοι θεωρούν ότι η συνεργασία θα συνεχισθή. — [1374, 462, 1548, 512]
left-column — [29, 31, 451, 2306]
article-paragraph: Την 7ην εσπερινήν επανήλθεν ο Βασιλεύς αεροπορικώς εκ Παρισίων, αφού παρέμεινεν επί τριήμερον εις Ρώμην, όπου είχε συνομιλίας μετά του κ. Βενιζέλου, όστις ευρίσκεται εκεί. Ο Βασιλεύς εν τω αεροδρομίω εγένετο δεκτός υπό του Πρωθυπουργού, των μελών της Κυβερνήσεως και άλλων επισήμων. — [29, 235, 165, 326]
article-paragraph: Το Στρατοδικείον, συνελθόν εις συμβούλιον, αποφαίνεται ότι δεν συντρέχουν λόγοι υποβολής ευχής προς αναστολήν της εκτελέσεως της ποινής και απορρίπτει παμψηφεί την αίτησιν. — [886, 1311, 1019, 1362]
article-paragraph: Ο κ. Πρωθυπουργός ανήλθε χθες εις τα ανάκτορα και ενημέρωσε τον Βασιλέα επί της γενικής πολιτικής καταστάσεως. Εις την συνάντησιν παρέστη και ο Υπουργός των Εξωτερικών. — [316, 235, 451, 285]
article-paragraph: Ο κ. Πρωθυπουργός ανήλθε χθες εις τα ανάκτορα και ενημέρωσε τον Βασιλέα επί της γενικής πολιτικής καταστάσεως. Εις την συνάντησιν παρέστη και ο Υπουργός των Εξωτερικών. — [900, 182, 1111, 212]
article-paragraph: Χθες συνήλθεν υπό την προεδρίαν του αρμοδίου Υπουργού σύσκεψις δια την εξέτασιν της επαρκείας των τροφίμων κατά τους προσεχείς μήνας και τα ληφθησόμενα μέτρα. — [316, 1224, 451, 1274]
suicide-headline: ΜΙΑ ΑΥΤΟΚΤΟΝΙΑ ΚΑΙ ΤΕΣΣΑΡΕΣ ΑΠΟΠΕΙΡΑΙ — [1161, 1274, 1418, 1288]
banner-article — [463, 182, 1548, 349]
article-paragraph: Ο συνήγορος των καταδικασθέντων υπέβαλεν αίτησιν περί ευχής προς αναστολήν της εκτελέσεως, η οποία όμως απερρίφθη παμψηφεί υπό του Στρατοδικείου. Η απόφασις δεν είναι δυνατόν να εκτελεσθή προ της παρελεύσεως πενθημέρου. — [604, 1514, 737, 1584]
article-dateline: ΡΩΜΗ, 1. (Ί8. ύπ.). — [182, 367, 249, 376]
article-paragraph: ΠΑΡΙΣΙΟΙ, 1. Εν τω στρατηγείω του στρατηγού Αϊζενχάουερ υψώθησαν σήμερον εν πανηγυρική τελετή αι σημαίαι της Ελλάδος και της Τουρκίας, παρουσία των αντιπροσώπων των δύο χωρών και των ανωτάτων αξιωματικών. — [745, 820, 878, 881]
banner-line-3: ΔΡΑΣΤΙΚΑ ΚΑΙ ΑΜΕΣΑ ΜΕΤΡΑ ΕΠΙ ΤΟΥ ΟΙΚΟΝΟΜΙΚΟΥ ΤΟΜΕΩΣ — [463, 121, 1457, 157]
article-paragraph: Ο συνήγορος των καταδικασθέντων υπέβαλεν αίτησιν περί ευχής προς αναστολήν της εκτελέσεως, η οποία όμως απερρίφθη παμψηφεί υπό του Στρατοδικείου. Η απόφασις δεν είναι δυνατόν να εκτελεσθή προ της παρελεύσεως πενθημέρου. — [745, 1289, 1019, 1362]
article-paragraph: Ο κ. Πρωθυπουργός ανήλθε χθες εις τα ανάκτορα και ενημέρωσε τον Βασιλέα επί της γενικής πολιτικής καταστάσεως. Εις την συνάντησιν παρέστη και ο Υπουργός των Εξωτερικών. — [29, 328, 165, 379]
article-dateline: ΚΑΙΡΟΝ, 1. (Ί8. ύπ.). — [1041, 1742, 1114, 1751]
court-headline-2: ΝΑ ΕΚΤΕΛΕΣΘΗ ΠΡΟ ΤΗΣ ΠΑΡΕΛΕΥΣΕΩΣ ΠΕΝΘΗΜΕΡΟΥ — [483, 1080, 999, 1101]
arab-headline-1: Γ' ΑΡΑΒΙΚΑ ΚΡΑΤΗ ΔΕΧΟΝΤΑΙ ΝΑ ΚΑΛΥΨΟΥΝ ΤΗΝ ΤΟΥΡΚΙΑΝ — [1114, 948, 1465, 962]
box-measures — [463, 1785, 596, 1895]
page-number: 6 — [157, 13, 164, 26]
plastiras-headline-2: ΚΑΙ Η ΤΟΥΡΚΙΑ ΘΑ ΑΠΟΤΕΛΕΣΟΥΝ ΜΙΑΝ ΟΜΟΣΠΟΝΔΙΑΝ — [1072, 769, 1507, 786]
article-paragraph: Κωνσταντινούπολις. Ο κ. Πρωθυπουργός εις συνέντευξιν προς την εφημερίδα «Χουριέτ» εξέφρασε την ελπίδα ότι η Ελλάς και η Τουρκία θα αποτελέσουν μίαν ομοσπονδίαν, αι δε σχέσεις μετά της Γιουγκοσλαυΐας καθίστανται στενώταται. — [1031, 855, 1548, 874]
paper-name: «ΕΜΠΡΟΣ» — [690, 13, 755, 26]
article-paragraph: Χθες συνήλθεν υπό την προεδρίαν του αρμοδίου Υπουργού σύσκεψις δια την εξέτασιν της επαρκείας των τροφίμων κατά τους προσεχείς μήνας και τα ληφθησόμενα μέτρα. — [29, 1224, 165, 1274]
article-paragraph: Η πρωτοβουλία της Κυβερνήσεως δια την συνεργασίαν εξετάζεται υπό της Αμερικανικής Αποστολής, η οποία όμως δεν έχει λάβει ακόμη οριστικήν θέσιν επί του ζητήματος του άρτου ελευθέρας αγοράς. — [29, 1000, 308, 1072]
plastiras-headline-1: Ο κ. ΠΛΑΣΤΗΡΑΣ ΕΚΦΡΑΖΕΙ ΤΗΝ ΕΛΠΙΔΑ ΟΤΙ Η ΕΛΛΑΣ — [1083, 744, 1496, 761]
article-paragraph: Την 7ην εσπερινήν επανήλθεν ο Βασιλεύς αεροπορικώς εκ Παρισίων, αφού παρέμεινεν επί τριήμερον εις Ρώμην, όπου είχε συνομιλίας μετά του κ. Βενιζέλου, όστις ευρίσκεται εκεί. Ο Βασιλεύς εν τω αεροδρομίω εγένετο δεκτός υπό του Πρωθυπουργού, των μελών της Κυβερνήσεως και άλλων επισήμων. — [316, 573, 451, 665]
minion-article — [463, 1514, 1019, 1651]
eisen-headline-1: ΕΙΣ ΤΟ ΣΤΡΑΤΗΓΕΙΟΝ ΤΟΥ ΑΪΖΕΝΧΑΟΥΕΡ ΥΨΩΘΗΣΑΝ — [485, 739, 997, 761]
box-heading: ΕΚΛΕΙΣΕ ΤΟ ΕΝ ΑΛΕΞΑΝΔΡΕΙΑ ΧΡΗΜΑΤΙΣΤΗΡΙΟΝ ΒΑΜΒΑΚΟΣ — [1223, 1750, 1356, 1770]
article-paragraph: Την 7ην εσπερινήν επανήλθεν ο Βασιλεύς αεροπορικώς εκ Παρισίων, αφού παρέμεινεν επί τριήμερον εις Ρώμην, όπου είχε συνομιλίας μετά του κ. Βενιζέλου, όστις ευρίσκεται εκεί. Ο Βασιλεύς εν τω αεροδρομίω εγένετο δεκτός υπό του Πρωθυπουργού, των μελών της Κυβερνήσεως και άλλων επισήμων. — [316, 288, 451, 379]
article-paragraph: Ο ανατεθείς τον σχηματισμόν της νέας Κυβερνήσεως συνεχίζει τας συνεννοήσεις μετά των αρχηγών των κομμάτων και ελπίζει ότι θα καταλήξη εντός των προσεχών ημερών. — [1381, 1784, 1548, 1824]
egypt-headline-1: ΠΑΡΗΤΗΘΗ ΑΙΦΝΙΔΙΩΣ Η ΑΙΓΥΠΤΙΑΚΗ ΚΥΒΕΡΝΗΣΙΣ — [1031, 1567, 1548, 1590]
article-estates — [29, 1000, 451, 1196]
article-paragraph: Η πρωτοβουλία της Κυβερνήσεως δια την συνεργασίαν εξετάζεται υπό της Αμερικανικής Αποστολής, η οποία όμως δεν έχει λάβει ακόμη οριστικήν θέσιν επί του ζητήματος του άρτου ελευθέρας αγοράς. — [172, 1985, 308, 2046]
lead-article — [29, 235, 451, 500]
article-paragraph: Ο προϋπολογισμός του τρέχοντος έτους προβλέπει την ανέγερσιν νέων δημοσίων κτιρίων δια της εκποιήσεως κτημάτων του Δημοσίου εις διάφορα σημεία της πρωτευούσης και των επαρχιών. — [749, 1720, 1015, 1906]
arab-headline-2: ΕΑΝ ΠΕΣΕΙ ΕΝ ΥΠΟΤΕΙ ΘΙΛΑΝΘΗΤΟΝ ΑΠΡΟΚΛΗΤΟΝ ΕΠΙΘΕΣΙΝ — [1110, 966, 1468, 979]
article-dateline: ΛΕΥΚΩΣΙΑ, 1. (Ί8. ύπ.). — [1041, 1199, 1125, 1208]
article-dateline: ΠΑΡΙΣΙΟΙ, 1. (Ί8. ύπ.). — [182, 235, 261, 244]
cyprus-article — [1031, 1199, 1548, 1267]
box-heading: Η ΟΛΛΑΝΔΙΚΗ ΗΜΕΡΑ «ΚΟΒΑΛΤΙΟΥ» ΚΑΤΑ ΤΟΥ ΚΑΡΚΙΝΟΥ — [1318, 1400, 1524, 1419]
article-paragraph: Το Στρατοδικείον, συνελθόν εις συμβούλιον, αποφαίνεται ότι δεν συντρέχουν λόγοι υποβολής ευχής προς αναστολήν της εκτελέσεως της ποινής και απορρίπτει παμψηφεί την αίτησιν. — [463, 1289, 596, 1339]
